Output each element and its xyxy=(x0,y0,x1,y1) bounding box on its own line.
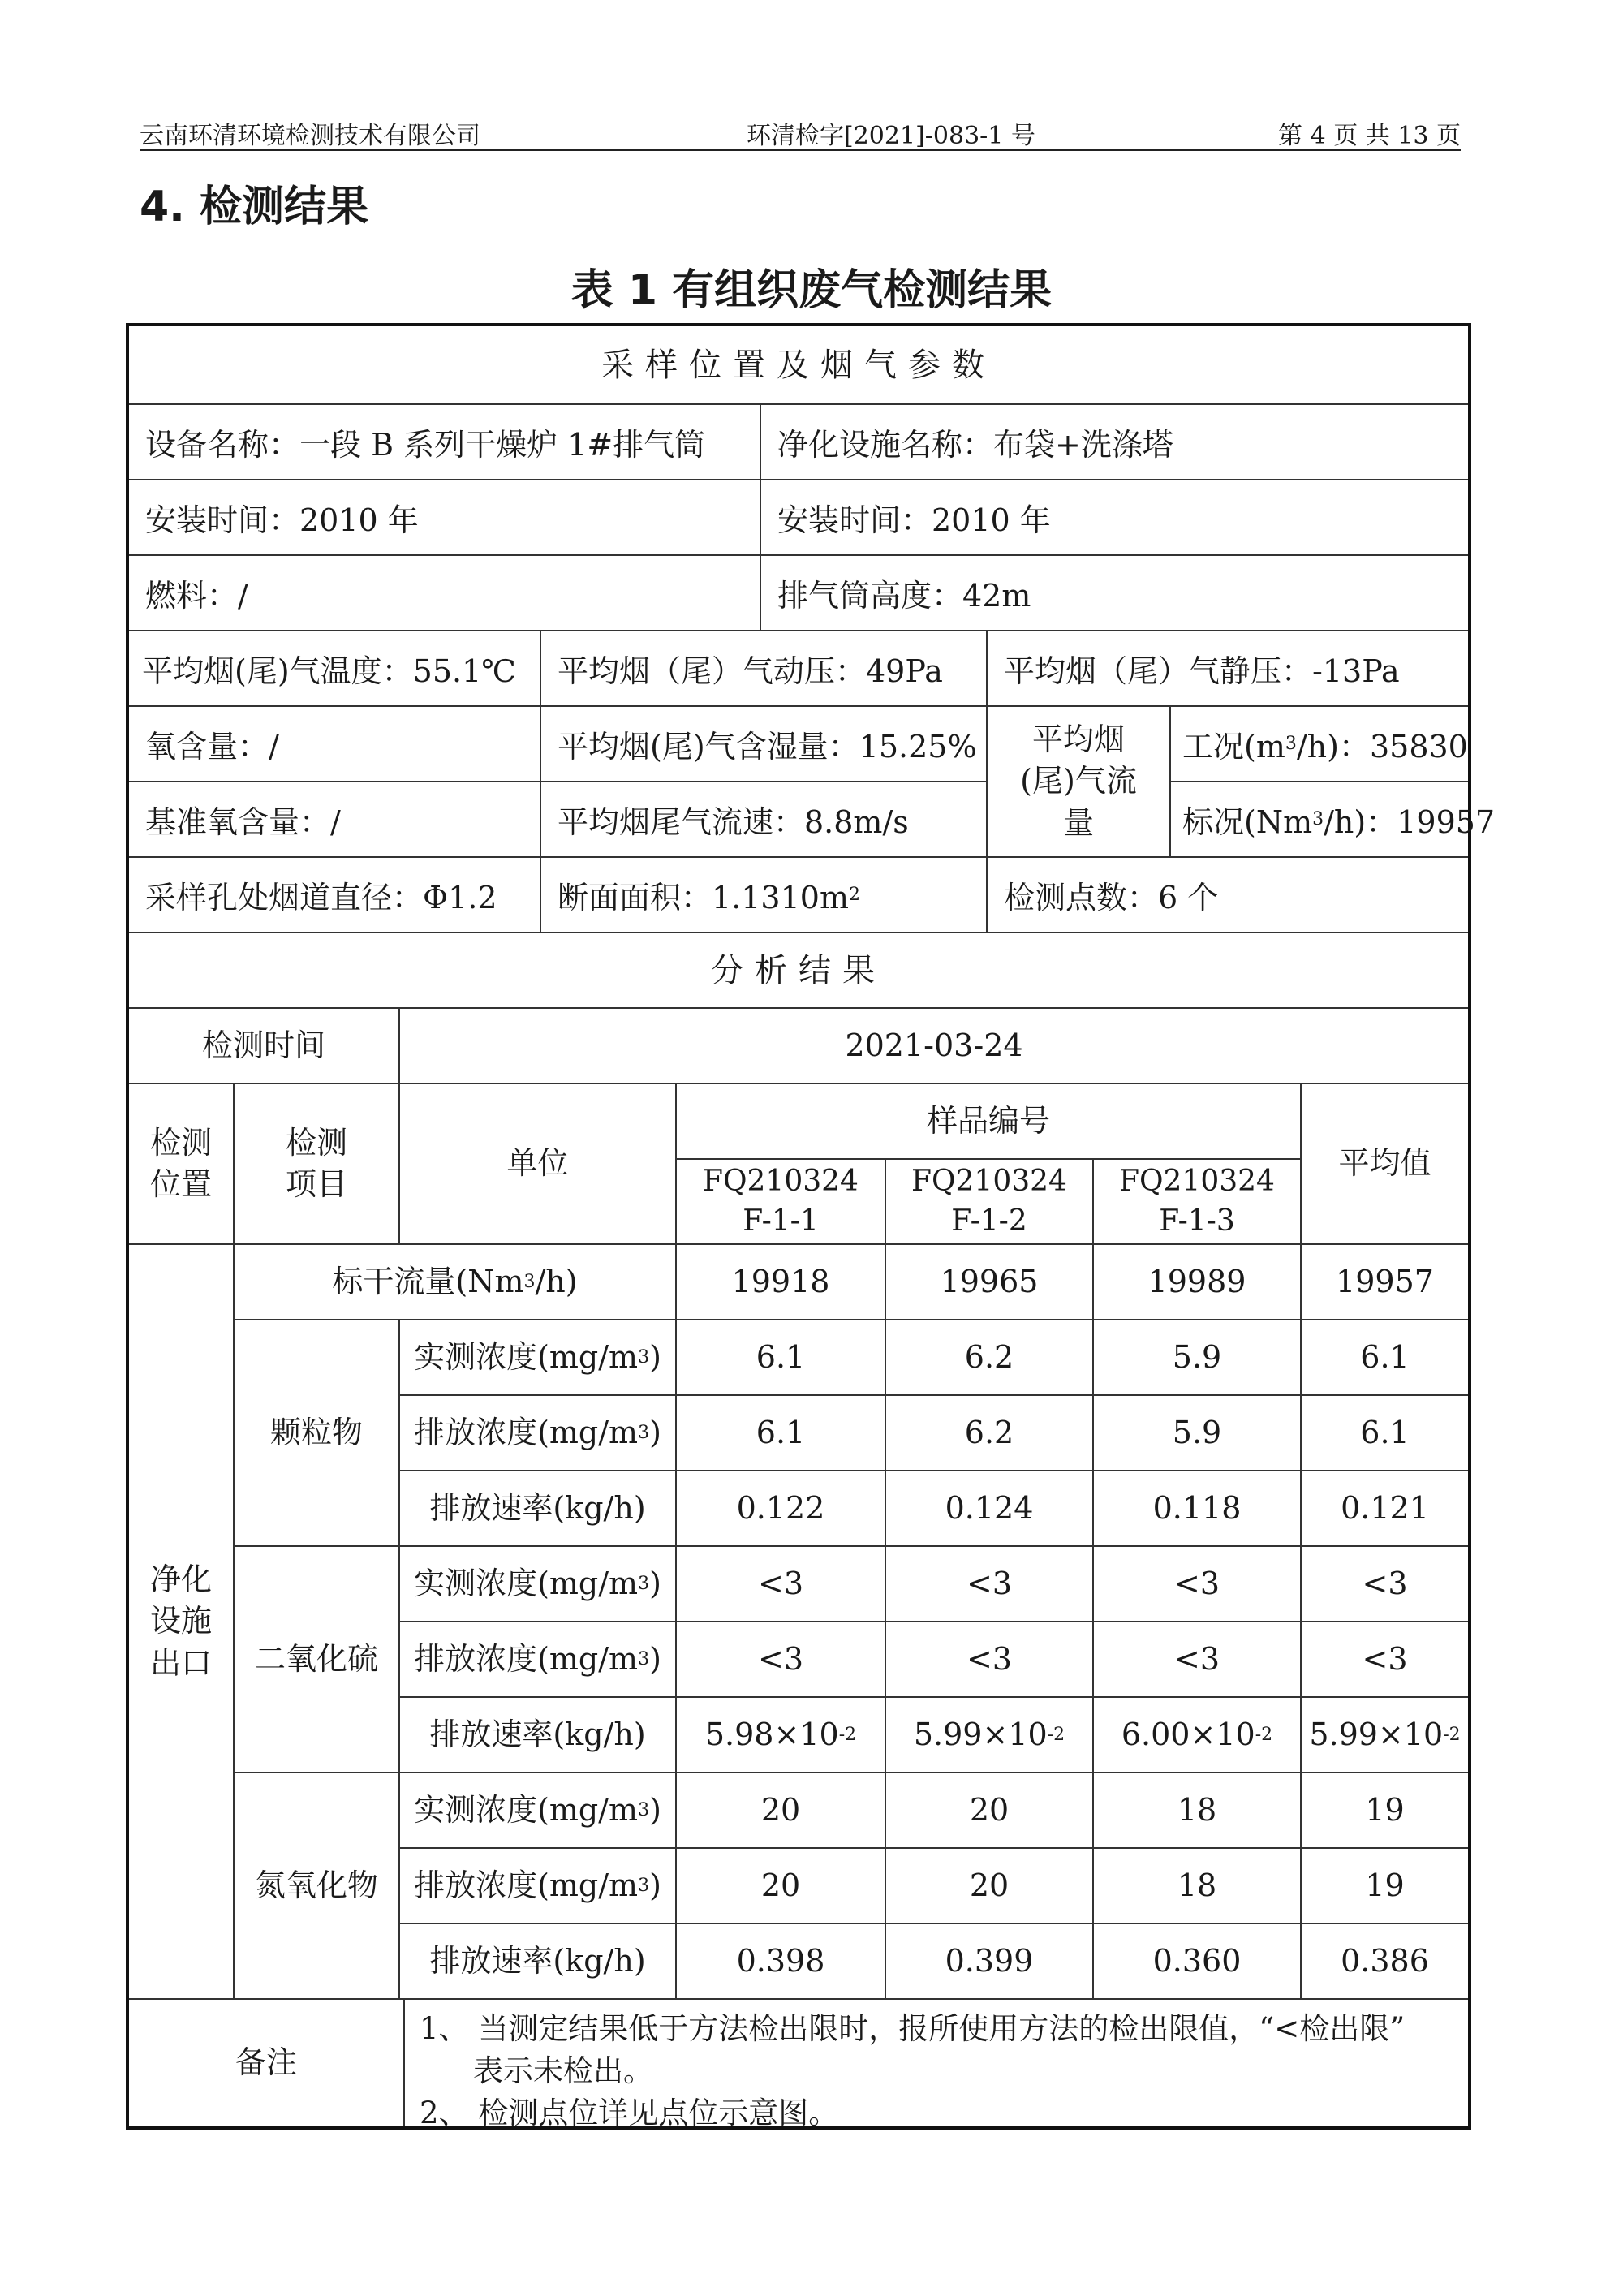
flow-value-3: 19989 xyxy=(1094,1245,1302,1320)
value-cell: 6.2 xyxy=(886,1320,1094,1396)
flow-value-2: 19965 xyxy=(886,1245,1094,1320)
value-cell: <3 xyxy=(1302,1622,1468,1698)
section-title: 4. 检测结果 xyxy=(140,183,369,231)
fuel: 燃料：/ xyxy=(129,556,761,631)
value-cell: 0.386 xyxy=(1302,1924,1468,2000)
results-table xyxy=(126,323,1496,2130)
note-line-2: 2、 检测点位详见点位示意图。 xyxy=(420,2096,839,2130)
value-cell: 20 xyxy=(677,1773,886,1849)
sample-id-1: FQ210324F-1-1 xyxy=(677,1160,886,1245)
col-item-header: 检测项目 xyxy=(235,1084,400,1245)
section-area: 断面面积：1.1310m 2 xyxy=(541,858,988,933)
value-cell: 6.1 xyxy=(1302,1320,1468,1396)
unit-cell: 排放速率(kg/h) xyxy=(400,1471,677,1547)
value-cell: 0.360 xyxy=(1094,1924,1302,2000)
value-cell: 20 xyxy=(886,1773,1094,1849)
value-cell: 0.399 xyxy=(886,1924,1094,2000)
company-name: 云南环清环境检测技术有限公司 xyxy=(140,122,480,150)
value-cell: 18 xyxy=(1094,1773,1302,1849)
unit-cell: 排放速率(kg/h) xyxy=(400,1698,677,1773)
value-cell: 6.00×10 -2 xyxy=(1094,1698,1302,1773)
group-name-particulate: 颗粒物 xyxy=(235,1320,400,1547)
col-unit-header: 单位 xyxy=(400,1084,677,1245)
time-value: 2021-03-24 xyxy=(400,1009,1468,1084)
oxygen-content: 氧含量：/ xyxy=(129,707,541,782)
value-cell: 19 xyxy=(1302,1773,1468,1849)
value-cell: 6.1 xyxy=(1302,1396,1468,1471)
value-cell: 19 xyxy=(1302,1849,1468,1924)
measuring-points: 检测点数：6 个 xyxy=(988,858,1468,933)
col-position-header: 检测位置 xyxy=(129,1084,235,1245)
page-header xyxy=(140,112,1461,151)
flow-label: 平均烟(尾)气流量 xyxy=(988,707,1171,858)
value-cell: <3 xyxy=(1094,1547,1302,1622)
static-pressure: 平均烟（尾）气静压：-13Pa xyxy=(988,631,1468,707)
value-cell: 6.1 xyxy=(677,1320,886,1396)
install-time-right: 安装时间：2010 年 xyxy=(761,480,1468,556)
group-name-nox: 氮氧化物 xyxy=(235,1773,400,2000)
value-cell: 20 xyxy=(677,1849,886,1924)
unit-cell: 排放浓度(mg/m 3 ) xyxy=(400,1622,677,1698)
value-cell: 0.118 xyxy=(1094,1471,1302,1547)
page-number: 第 4 页 共 13 页 xyxy=(1278,122,1461,150)
value-cell: 0.398 xyxy=(677,1924,886,2000)
value-cell: 5.99×10 -2 xyxy=(1302,1698,1468,1773)
value-cell: <3 xyxy=(886,1547,1094,1622)
table-title: 表 1 有组织废气检测结果 xyxy=(570,266,1053,315)
value-cell: <3 xyxy=(677,1547,886,1622)
unit-cell: 排放速率(kg/h) xyxy=(400,1924,677,2000)
unit-cell: 排放浓度(mg/m 3 ) xyxy=(400,1849,677,1924)
value-cell: <3 xyxy=(886,1622,1094,1698)
work-condition-flow: 工况(m 3 /h)：35830 xyxy=(1171,707,1468,782)
flow-row-label: 标干流量(Nm 3 /h) xyxy=(235,1245,677,1320)
flow-value-1: 19918 xyxy=(677,1245,886,1320)
unit-cell: 实测浓度(mg/m 3 ) xyxy=(400,1773,677,1849)
value-cell: 5.9 xyxy=(1094,1396,1302,1471)
duct-diameter: 采样孔处烟道直径：Φ1.2 xyxy=(129,858,541,933)
value-cell: 18 xyxy=(1094,1849,1302,1924)
notes-label: 备注 xyxy=(129,2000,405,2126)
position-cell: 净化设施出口 xyxy=(129,1245,235,2000)
unit-cell: 排放浓度(mg/m 3 ) xyxy=(400,1396,677,1471)
value-cell: <3 xyxy=(677,1622,886,1698)
value-cell: 5.98×10 -2 xyxy=(677,1698,886,1773)
value-cell: 20 xyxy=(886,1849,1094,1924)
value-cell: <3 xyxy=(1094,1622,1302,1698)
value-cell: 6.2 xyxy=(886,1396,1094,1471)
value-cell: 6.1 xyxy=(677,1396,886,1471)
base-oxygen: 基准氧含量：/ xyxy=(129,782,541,858)
document-number: 环清检字[2021]-083-1 号 xyxy=(747,122,1035,150)
install-time-left: 安装时间：2010 年 xyxy=(129,480,761,556)
notes-content xyxy=(405,2000,1468,2130)
velocity: 平均烟尾气流速：8.8m/s xyxy=(541,782,988,858)
value-cell: 0.122 xyxy=(677,1471,886,1547)
stack-height: 排气筒高度：42m xyxy=(761,556,1468,631)
std-condition-flow: 标况(Nm 3 /h)：19957 xyxy=(1171,782,1468,858)
group-name-so2: 二氧化硫 xyxy=(235,1547,400,1773)
value-cell: 5.9 xyxy=(1094,1320,1302,1396)
flow-value-avg: 19957 xyxy=(1302,1245,1468,1320)
analysis-heading: 分析结果 xyxy=(129,933,1468,1009)
note-line-1b: 表示未检出。 xyxy=(473,2053,653,2088)
col-average-header: 平均值 xyxy=(1302,1084,1468,1245)
purifier-name: 净化设施名称：布袋+洗涤塔 xyxy=(761,405,1468,480)
unit-cell: 实测浓度(mg/m 3 ) xyxy=(400,1547,677,1622)
sample-id-2: FQ210324F-1-2 xyxy=(886,1160,1094,1245)
note-line-1: 1、 当测定结果低于方法检出限时，报所使用方法的检出限值，“<检出限” xyxy=(420,2011,1406,2046)
col-sample-header: 样品编号 xyxy=(677,1084,1302,1160)
sample-id-3: FQ210324F-1-3 xyxy=(1094,1160,1302,1245)
time-label: 检测时间 xyxy=(129,1009,400,1084)
equipment-name: 设备名称：一段 B 系列干燥炉 1#排气筒 xyxy=(129,405,761,480)
value-cell: <3 xyxy=(1302,1547,1468,1622)
humidity: 平均烟(尾)气含湿量：15.25% xyxy=(541,707,988,782)
value-cell: 0.124 xyxy=(886,1471,1094,1547)
value-cell: 0.121 xyxy=(1302,1471,1468,1547)
avg-temperature: 平均烟(尾)气温度：55.1℃ xyxy=(129,631,541,707)
value-cell: 5.99×10 -2 xyxy=(886,1698,1094,1773)
unit-cell: 实测浓度(mg/m 3 ) xyxy=(400,1320,677,1396)
dynamic-pressure: 平均烟（尾）气动压：49Pa xyxy=(541,631,988,707)
params-heading: 采样位置及烟气参数 xyxy=(129,326,1468,405)
